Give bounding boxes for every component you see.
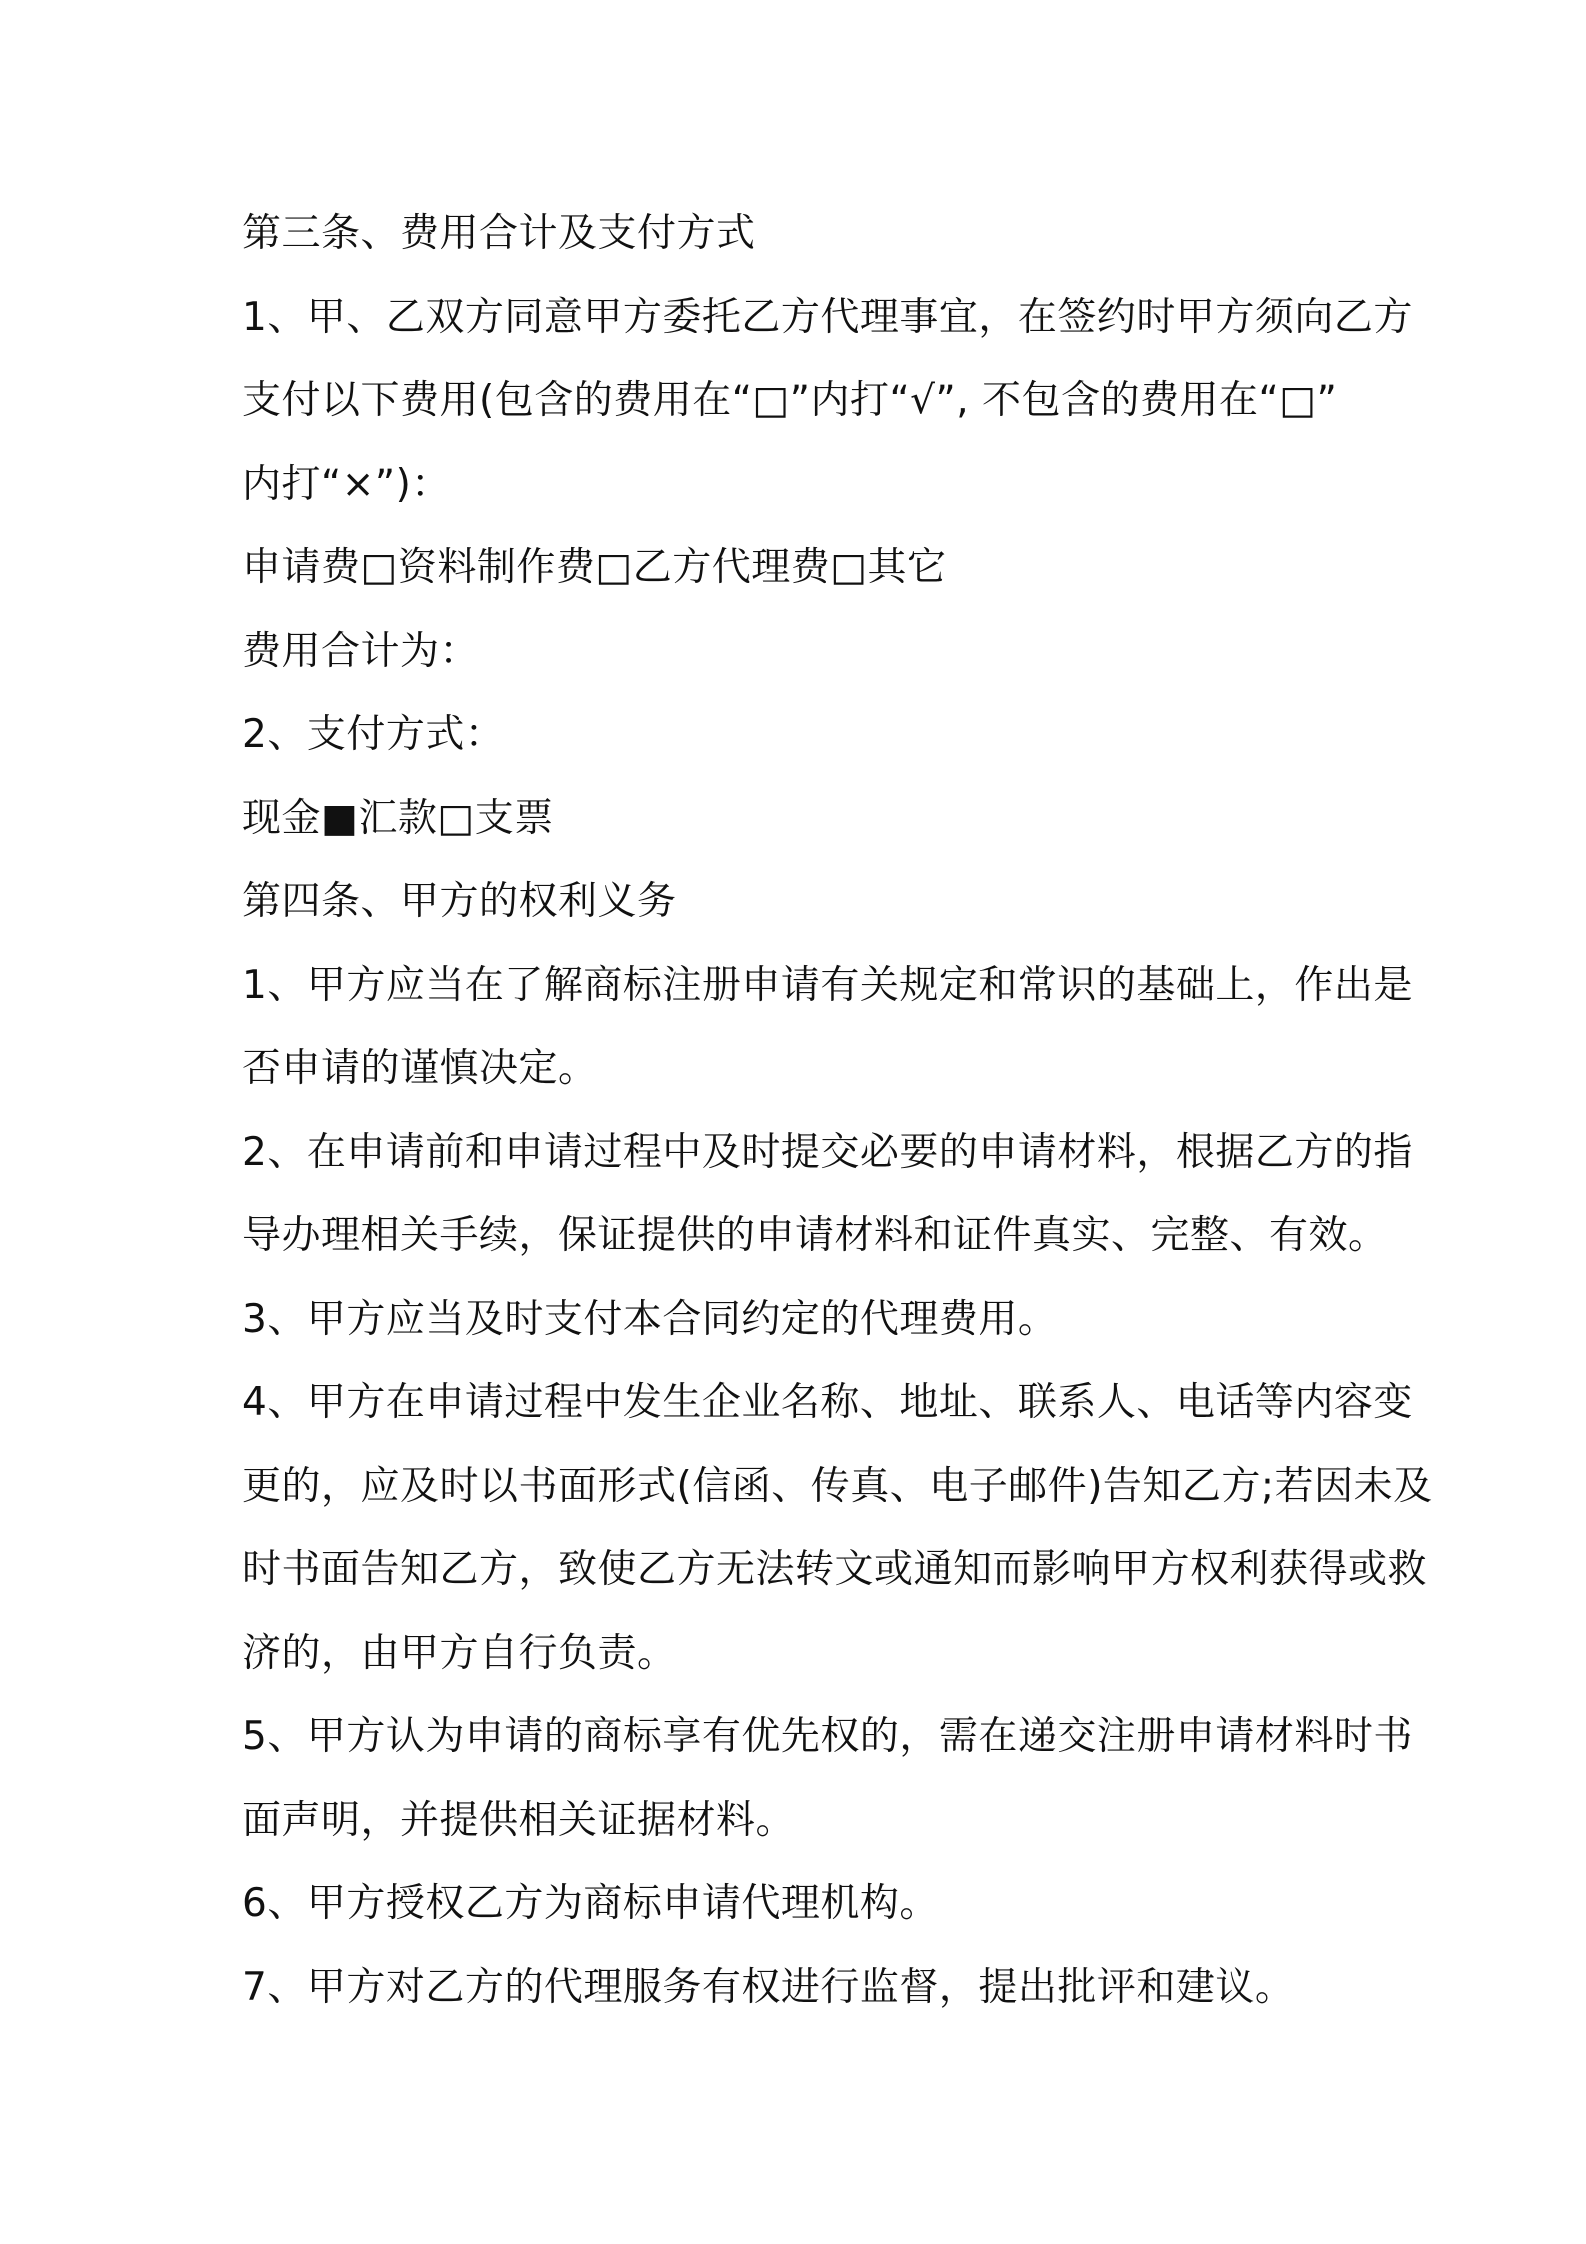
paragraph-line: 时书面告知乙方，致使乙方无法转文或通知而影响甲方权利获得或救	[242, 1547, 1428, 1592]
paragraph-line: 1、甲方应当在了解商标注册申请有关规定和常识的基础上，作出是	[242, 962, 1413, 1008]
paragraph-line: 2、在申请前和申请过程中及时提交必要的申请材料，根据乙方的指	[242, 1129, 1413, 1175]
document-body	[242, 192, 1433, 2029]
paragraph-line: 济的，由甲方自行负责。	[242, 1630, 677, 1676]
paragraph-line: 导办理相关手续，保证提供的申请材料和证件真实、完整、有效。	[242, 1213, 1388, 1258]
section-heading-article-4: 第四条、甲方的权利义务	[242, 879, 677, 924]
paragraph-line: 面声明，并提供相关证据材料。	[242, 1797, 796, 1843]
paragraph-line: 3、甲方应当及时支付本合同约定的代理费用。	[242, 1296, 1058, 1342]
payment-method-label: 2、支付方式：	[242, 712, 505, 757]
paragraph-line: 6、甲方授权乙方为商标申请代理机构。	[242, 1881, 939, 1926]
paragraph-line: 7、甲方对乙方的代理服务有权进行监督，提出批评和建议。	[242, 1964, 1295, 2010]
fee-total-line: 费用合计为：	[242, 628, 480, 674]
fee-options-line: 申请费□资料制作费□乙方代理费□其它	[242, 545, 947, 590]
paragraph-line: 1、甲、乙双方同意甲方委托乙方代理事宜，在签约时甲方须向乙方	[242, 294, 1413, 340]
payment-options-line: 现金■汇款□支票	[242, 795, 554, 841]
paragraph-line: 4、甲方在申请过程中发生企业名称、地址、联系人、电话等内容变	[242, 1380, 1413, 1425]
section-heading-article-3: 第三条、费用合计及支付方式	[242, 211, 756, 256]
paragraph-line: 5、甲方认为申请的商标享有优先权的，需在递交注册申请材料时书	[242, 1714, 1413, 1759]
paragraph-line: 否申请的谨慎决定。	[242, 1046, 598, 1091]
paragraph-line: 更的，应及时以书面形式(信函、传真、电子邮件)告知乙方;若因未及	[242, 1463, 1433, 1509]
paragraph-line: 内打“×”)：	[242, 461, 451, 507]
paragraph-line: 支付以下费用(包含的费用在“□”内打“√”, 不包含的费用在“□”	[242, 378, 1338, 423]
